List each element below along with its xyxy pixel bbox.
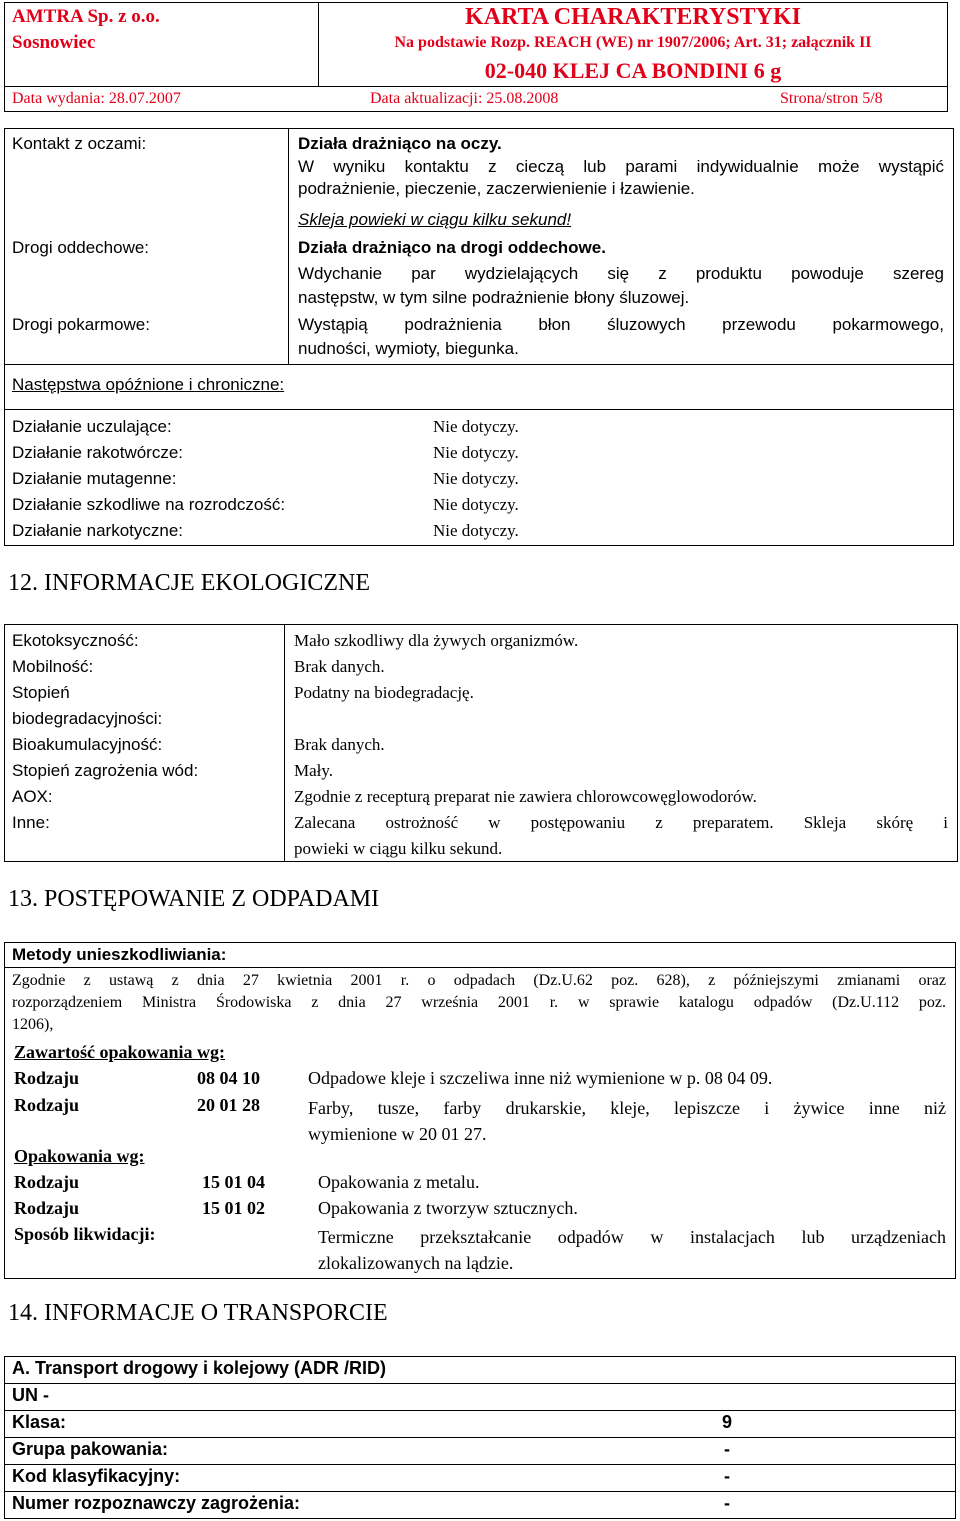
content-desc-2 [308,1095,946,1147]
water-hazard-label: Stopień zagrożenia wód: [12,761,199,780]
transport-rule-1 [4,1383,956,1384]
packaging-label: Opakowania wg: [14,1146,145,1166]
methods-line-3: 1206), [12,1016,54,1033]
biodegradation-label-2: biodegradacyjności: [12,709,163,728]
respiratory-line-2: następstw, w tym silne podrażnienie błony śluzowej. [298,288,690,307]
chronic-rule [4,409,954,410]
aox-value: Zgodnie z recepturą preparat nie zawiera chlorowcowęglowodorów. [294,787,757,806]
effect-label: Działanie mutagenne: [12,469,177,488]
toxicology-rule [4,364,954,365]
eye-contact-label: Kontakt z oczami: [12,134,147,153]
packaging-code-2: 15 01 02 [202,1198,265,1218]
other-value-line-1: Zalecana ostrożność w postępowaniu z preparatem. Skleja skórę i [294,813,948,832]
transport-rule-2 [4,1410,956,1411]
header-date-rule [4,86,948,87]
chronic-effects-heading: Następstwa opóźnione i chroniczne: [12,375,285,394]
packing-group-label: Grupa pakowania: [12,1439,169,1459]
water-hazard-value: Mały. [294,761,334,780]
content-kind-1: Rodzaju [14,1068,80,1088]
page-number: Strona/stron 5/8 [780,90,883,107]
spacer [294,706,948,732]
product-name: 02-040 KLEJ CA BONDINI 6 g [484,58,782,83]
methods-line-1: Zgodnie z ustawą z dnia 27 kwietnia 2001 r. o odpadach (Dz.U.62 poz. 628), z późniejszymi zmianami oraz [12,972,946,989]
ecology-labels [12,628,280,836]
eye-contact-heading: Działa drażniąco na oczy. [298,134,502,153]
content-code-1: 08 04 10 [197,1068,260,1088]
hazard-number-label: Numer rozpoznawczy zagrożenia: [12,1493,301,1513]
effects-values [433,414,733,544]
transport-subheading: A. Transport drogowy i kolejowy (ADR /RID) [12,1358,387,1378]
transport-rule-5 [4,1491,956,1492]
disposal-method-text [318,1224,946,1276]
waste-rule [4,967,956,968]
content-code-2: 20 01 28 [197,1095,260,1115]
effect-value: Nie dotyczy. [433,495,519,514]
effect-value: Nie dotyczy. [433,469,519,488]
packing-group-value: - [724,1439,730,1459]
oral-line-1: Wystąpią podrażnienia błon śluzowych przewodu pokarmowego, [298,315,944,334]
mobility-value: Brak danych. [294,657,385,676]
eye-contact-text [298,156,944,200]
classification-code-label: Kod klasyfikacyjny: [12,1466,181,1486]
packaging-desc-1: Opakowania z metalu. [318,1172,480,1192]
ecotoxicity-label: Ekotoksyczność: [12,631,139,650]
ecology-divider [284,624,285,862]
methods-line-2: rozporządzeniem Ministra Środowiska z dnia 27 września 2001 r. w sprawie katalogu odpadów (Dz.U.112 poz. [12,994,946,1011]
respiratory-text [298,262,944,310]
effect-label: Działanie szkodliwe na rozrodczość: [12,495,286,514]
eye-warning: Skleja powieki w ciągu kilku sekund! [298,210,572,229]
ecology-values [294,628,948,862]
class-value: 9 [722,1412,733,1432]
regulation-basis: Na podstawie Rozp. REACH (WE) nr 1907/2006; Art. 31; załącznik II [394,34,872,51]
issue-date: Data wydania: 28.07.2007 [12,90,181,107]
aox-label: AOX: [12,787,53,806]
biodegradation-value: Podatny na biodegradację. [294,683,474,702]
transport-rule-4 [4,1464,956,1465]
other-label: Inne: [12,813,50,832]
content-desc-2-line-1: Farby, tusze, farby drukarskie, kleje, lepiszcze i żywice inne niż [308,1098,946,1118]
content-desc-2-line-2: wymienione w 20 01 27. [308,1124,487,1144]
toxicology-divider [288,128,289,364]
content-desc-1: Odpadowe kleje i szczeliwa inne niż wymienione w p. 08 04 09. [308,1068,773,1088]
packaging-kind-1: Rodzaju [14,1172,80,1192]
update-date: Data aktualizacji: 25.08.2008 [370,90,559,107]
effect-label: Działanie rakotwórcze: [12,443,184,462]
packaging-kind-2: Rodzaju [14,1198,80,1218]
oral-label: Drogi pokarmowe: [12,315,150,334]
oral-line-2: nudności, wymioty, biegunka. [298,339,519,358]
hazard-number-value: - [724,1493,730,1513]
effect-value: Nie dotyczy. [433,417,519,436]
biodegradation-label-1: Stopień [12,683,70,702]
disposal-methods-text [12,970,946,1036]
effect-label: Działanie narkotyczne: [12,521,184,540]
company-name: AMTRA Sp. z o.o. [12,6,160,27]
classification-code-value: - [724,1466,730,1486]
other-value-line-2: powieki w ciągu kilku sekund. [294,839,503,858]
mobility-label: Mobilność: [12,657,94,676]
disposal-methods-label: Metody unieszkodliwiania: [12,945,227,964]
eye-contact-line-1: W wyniku kontaktu z cieczą lub parami indywidualnie może wystąpić [298,157,944,176]
oral-text [298,313,944,361]
section-13-title: 13. POSTĘPOWANIE Z ODPADAMI [8,886,380,912]
packaging-desc-2: Opakowania z tworzyw sztucznych. [318,1198,578,1218]
company-city: Sosnowiec [12,32,96,53]
disposal-line-2: zlokalizowanych na lądzie. [318,1253,514,1273]
disposal-line-1: Termiczne przekształcanie odpadów w instalacjach lub urządzeniach [318,1227,946,1247]
document-title: KARTA CHARAKTERYSTYKI [465,4,801,30]
bioaccumulation-label: Bioakumulacyjność: [12,735,163,754]
section-14-title: 14. INFORMACJE O TRANSPORCIE [8,1300,388,1326]
respiratory-label: Drogi oddechowe: [12,238,150,257]
disposal-method-label: Sposób likwidacji: [14,1224,156,1244]
transport-rule-3 [4,1437,956,1438]
respiratory-line-1: Wdychanie par wydzielających się z produktu powoduje szereg [298,264,944,283]
respiratory-heading: Działa drażniąco na drogi oddechowe. [298,238,606,257]
effect-value: Nie dotyczy. [433,443,519,462]
content-kind-2: Rodzaju [14,1095,80,1115]
class-label: Klasa: [12,1412,67,1432]
effect-value: Nie dotyczy. [433,521,519,540]
eye-contact-line-2: podrażnienie, pieczenie, zaczerwienienie i łzawienie. [298,179,695,198]
content-label: Zawartość opakowania wg: [14,1042,226,1062]
effect-label: Działanie uczulające: [12,417,172,436]
bioaccumulation-value: Brak danych. [294,735,385,754]
un-label: UN - [12,1385,49,1405]
packaging-code-1: 15 01 04 [202,1172,265,1192]
ecotoxicity-value: Mało szkodliwy dla żywych organizmów. [294,631,579,650]
section-12-title: 12. INFORMACJE EKOLOGICZNE [8,570,370,596]
